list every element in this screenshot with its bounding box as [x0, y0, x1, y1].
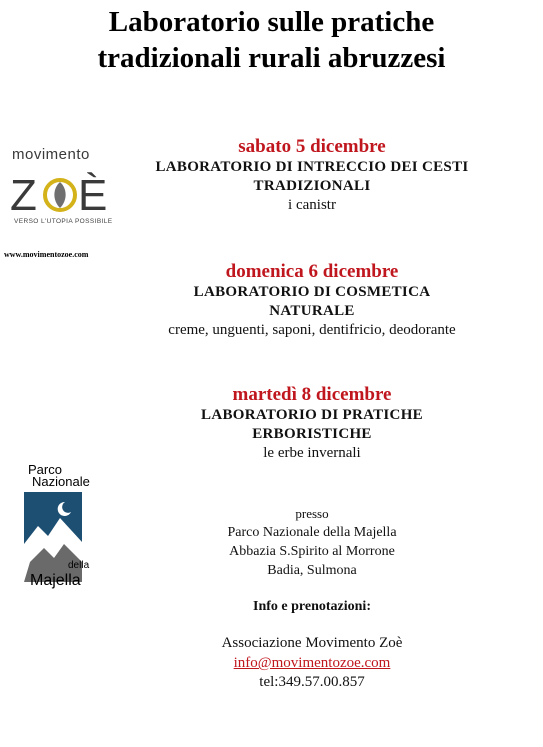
event-2	[128, 261, 496, 340]
svg-text:È: È	[78, 171, 108, 216]
website-link[interactable]: www.movimentozoe.com	[4, 250, 89, 259]
page-title	[0, 4, 543, 76]
event-date: sabato 5 dicembre	[238, 136, 386, 157]
event-date: martedì 8 dicembre	[232, 384, 392, 405]
title-line-1: Laboratorio sulle pratiche	[108, 6, 435, 38]
phone-number: tel:349.57.00.857	[259, 674, 365, 690]
title-line-2: tradizionali rurali abruzzesi	[97, 42, 446, 74]
email-link[interactable]: info@movimentozoe.com	[233, 655, 391, 671]
parco-majella-logo	[22, 462, 104, 592]
event-3	[128, 384, 496, 463]
info-heading: Info e prenotazioni:	[253, 599, 371, 614]
location-line: Parco Nazionale della Majella	[227, 525, 397, 540]
location-line: Badia, Sulmona	[267, 563, 357, 578]
majella-word: Majella	[30, 572, 81, 589]
event-date: domenica 6 dicembre	[225, 261, 399, 282]
contact-block	[128, 634, 496, 692]
event-1	[128, 136, 496, 215]
presso-label: presso	[295, 506, 329, 521]
location-line: Abbazia S.Spirito al Morrone	[229, 544, 395, 559]
logo-word: movimento	[12, 146, 90, 163]
svg-text:Z: Z	[10, 171, 37, 216]
event-lab-line: LABORATORIO DI PRATICHE	[201, 407, 423, 423]
event-description: le erbe invernali	[263, 445, 361, 461]
logo-tagline: VERSO L'UTOPIA POSSIBILE	[14, 218, 113, 225]
org-name: Associazione Movimento Zoè	[221, 635, 403, 651]
zoe-logo-mark	[8, 164, 112, 216]
event-lab-line: TRADIZIONALI	[253, 178, 371, 194]
event-description: i canistr	[288, 197, 336, 213]
parco-word: Parco	[28, 462, 62, 477]
event-lab-line: NATURALE	[269, 303, 355, 319]
event-lab-line: LABORATORIO DI COSMETICA	[193, 284, 431, 300]
event-description: creme, unguenti, saponi, dentifricio, deodorante	[168, 322, 456, 338]
movimento-zoe-logo	[6, 146, 114, 236]
nazionale-word: Nazionale	[32, 474, 90, 489]
event-lab-line: ERBORISTICHE	[252, 426, 372, 442]
della-word: della	[68, 560, 90, 571]
info-heading-block	[128, 597, 496, 616]
location-block	[128, 504, 496, 580]
event-lab-line: LABORATORIO DI INTRECCIO DEI CESTI	[155, 159, 469, 175]
